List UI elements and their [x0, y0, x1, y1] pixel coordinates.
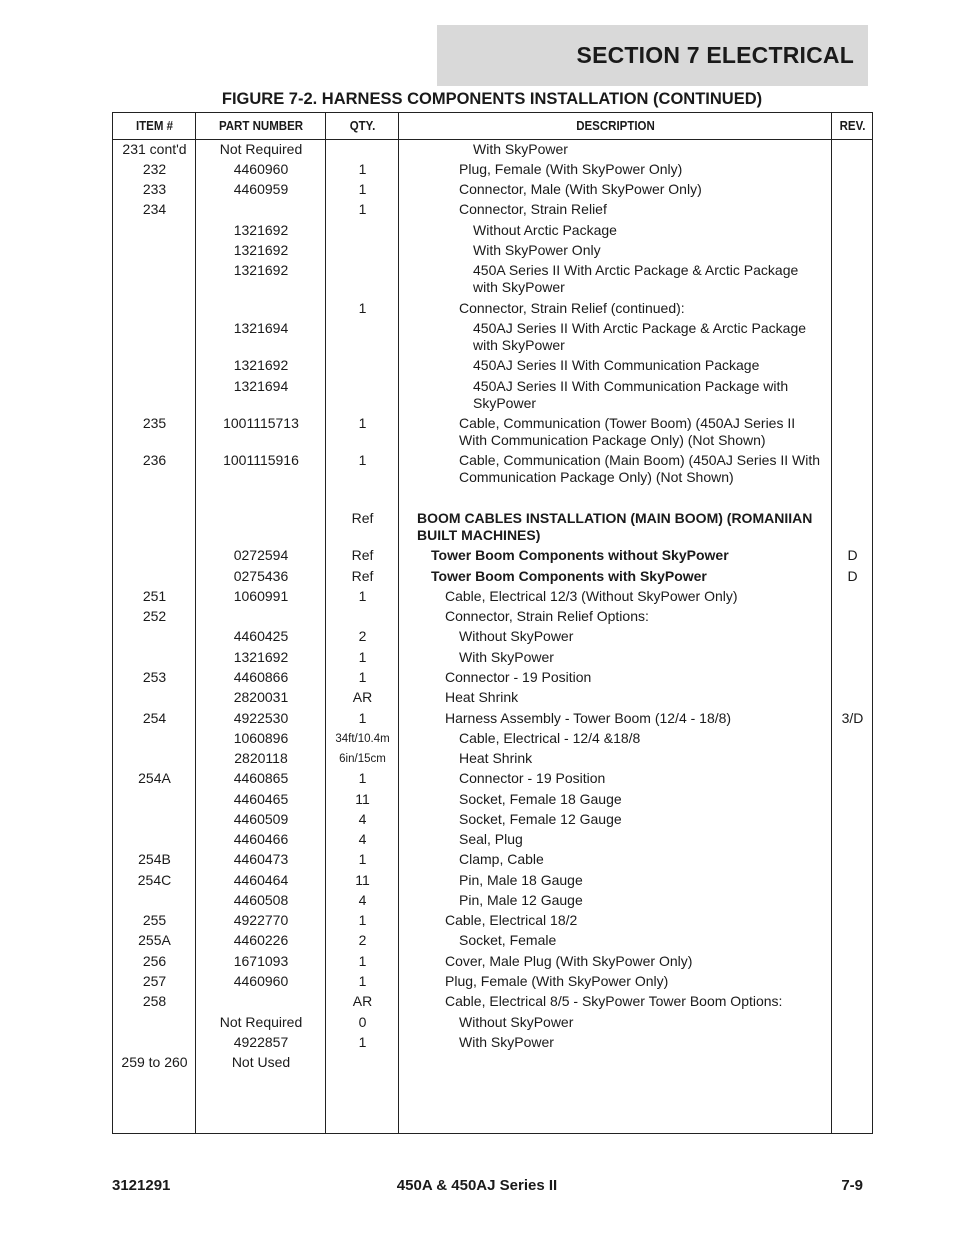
parts-table — [112, 112, 873, 1134]
quantity: 1 — [358, 973, 367, 989]
column-header-description: DESCRIPTION — [576, 119, 655, 133]
part-number: 1671093 — [233, 953, 289, 969]
quantity: 1 — [358, 181, 367, 197]
part-number: Not Required — [219, 141, 303, 157]
description: Connector, Strain Relief Options: — [445, 608, 649, 624]
section-title: SECTION 7 ELECTRICAL — [576, 42, 854, 68]
part-number: 4460959 — [233, 181, 289, 197]
description: Harness Assembly - Tower Boom (12/4 - 18/8) — [445, 710, 732, 726]
part-number: 4460960 — [233, 161, 289, 177]
footer-model: 450A & 450AJ Series II — [396, 1177, 558, 1194]
description: Cable, Electrical 8/5 - SkyPower Tower Boom Options: — [445, 993, 783, 1009]
description: Socket, Female 12 Gauge — [459, 811, 622, 827]
item-number: 232 — [142, 161, 167, 177]
item-number: 252 — [142, 608, 167, 624]
part-number: 1001115713 — [223, 415, 299, 431]
description: Pin, Male 12 Gauge — [459, 892, 583, 908]
description: Connector, Male (With SkyPower Only) — [459, 181, 702, 197]
part-number: 1321692 — [233, 357, 289, 373]
quantity: 1 — [358, 770, 367, 786]
part-number: 4460473 — [233, 851, 289, 867]
quantity: Ref — [351, 568, 374, 584]
item-number: 254 — [142, 710, 167, 726]
item-number: 254A — [138, 770, 171, 786]
item-number: 256 — [142, 953, 167, 969]
quantity: 4 — [358, 892, 367, 908]
item-number: 231 cont'd — [122, 141, 187, 157]
description: Connector - 19 Position — [445, 669, 592, 685]
item-number: 233 — [142, 181, 167, 197]
footer-document-number: 3121291 — [112, 1177, 171, 1194]
description: 450AJ Series II With Communication Package — [473, 357, 760, 373]
part-number: 4460960 — [233, 973, 289, 989]
description: Cable, Electrical - 12/4 &18/8 — [459, 730, 641, 746]
part-number: Not Required — [219, 1014, 303, 1030]
description: Tower Boom Components with SkyPower — [431, 568, 707, 584]
description: Cover, Male Plug (With SkyPower Only) — [445, 953, 693, 969]
description: Cable, Communication (Tower Boom) (450AJ Series II With Communication Package Only) (Not Shown) — [459, 415, 796, 448]
part-number: 4460865 — [233, 770, 289, 786]
quantity: 1 — [358, 161, 367, 177]
item-number: 235 — [142, 415, 167, 431]
part-number: 4460466 — [233, 831, 289, 847]
quantity: 1 — [358, 300, 367, 316]
part-number: Not Used — [231, 1054, 291, 1070]
figure-title: FIGURE 7-2. HARNESS COMPONENTS INSTALLATION (CONTINUED) — [221, 90, 763, 108]
description: BOOM CABLES INSTALLATION (MAIN BOOM) (ROMANIIAN BUILT MACHINES) — [417, 510, 813, 543]
description: Pin, Male 18 Gauge — [459, 872, 583, 888]
table-header-row — [113, 113, 872, 140]
part-number: 1321692 — [233, 242, 289, 258]
description: 450A Series II With Arctic Package & Arctic Package with SkyPower — [473, 262, 799, 295]
description: Heat Shrink — [445, 689, 519, 705]
description: 450AJ Series II With Arctic Package & Arctic Package with SkyPower — [473, 320, 807, 353]
item-number: 257 — [142, 973, 167, 989]
part-number: 4460425 — [233, 628, 289, 644]
part-number: 1321692 — [233, 649, 289, 665]
item-number: 259 to 260 — [121, 1054, 188, 1070]
item-number: 254B — [138, 851, 171, 867]
quantity: 1 — [358, 912, 367, 928]
column-header-rev: REV. — [839, 119, 866, 133]
quantity: 4 — [358, 831, 367, 847]
description: Seal, Plug — [459, 831, 523, 847]
part-number: 4922857 — [233, 1034, 289, 1050]
part-number: 2820031 — [233, 689, 289, 705]
quantity: 11 — [355, 791, 370, 807]
part-number: 0272594 — [233, 547, 289, 563]
part-number: 1321694 — [233, 320, 289, 336]
description: 450AJ Series II With Communication Package with SkyPower — [473, 378, 789, 411]
column-header-qty: QTY. — [349, 119, 376, 133]
quantity: 1 — [358, 588, 367, 604]
description: Cable, Electrical 18/2 — [445, 912, 578, 928]
part-number: 1060896 — [233, 730, 289, 746]
part-number: 4460464 — [233, 872, 289, 888]
description: Tower Boom Components without SkyPower — [431, 547, 729, 563]
column-header-item: ITEM # — [135, 119, 174, 133]
description: Without SkyPower — [459, 1014, 574, 1030]
description: With SkyPower — [459, 1034, 554, 1050]
item-number: 254C — [137, 872, 172, 888]
item-number: 253 — [142, 669, 167, 685]
part-number: 1060991 — [233, 588, 289, 604]
revision: D — [847, 547, 858, 563]
quantity: AR — [352, 993, 373, 1009]
quantity: 1 — [358, 1034, 367, 1050]
quantity: 1 — [358, 851, 367, 867]
part-number: 1001115916 — [223, 452, 299, 468]
description: Cable, Communication (Main Boom) (450AJ Series II With Communication Package Only) (Not Shown) — [459, 452, 821, 485]
quantity: 6in/15cm — [339, 753, 386, 765]
part-number: 1321694 — [233, 378, 289, 394]
part-number: 2820118 — [234, 750, 288, 766]
item-number: 251 — [142, 588, 167, 604]
part-number: 1321692 — [233, 262, 289, 278]
description: With SkyPower — [473, 141, 568, 157]
quantity: 34ft/10.4m — [335, 733, 390, 745]
part-number: 4460509 — [233, 811, 289, 827]
quantity: 0 — [358, 1014, 367, 1030]
quantity: 11 — [355, 872, 370, 888]
quantity: 1 — [358, 452, 367, 468]
quantity: 1 — [358, 953, 367, 969]
quantity: 2 — [358, 932, 367, 948]
item-number: 255A — [138, 932, 171, 948]
part-number: 0275436 — [233, 568, 289, 584]
item-number: 234 — [142, 201, 167, 217]
item-number: 236 — [142, 452, 167, 468]
part-number: 4922530 — [233, 710, 289, 726]
quantity: 4 — [358, 811, 367, 827]
section-banner — [437, 25, 868, 86]
part-number: 4460226 — [233, 932, 289, 948]
revision: 3/D — [841, 710, 864, 726]
description: Without SkyPower — [459, 628, 574, 644]
part-number: 4460866 — [233, 669, 289, 685]
quantity: 2 — [358, 628, 367, 644]
description: Connector, Strain Relief (continued): — [459, 300, 685, 316]
quantity: 1 — [358, 669, 367, 685]
description: Connector, Strain Relief — [459, 201, 607, 217]
description: Cable, Electrical 12/3 (Without SkyPower Only) — [445, 588, 738, 604]
quantity: 1 — [358, 201, 367, 217]
quantity: Ref — [351, 510, 374, 526]
part-number: 1321692 — [233, 222, 289, 238]
revision: D — [847, 568, 858, 584]
description: Socket, Female 18 Gauge — [459, 791, 622, 807]
description: With SkyPower — [459, 649, 554, 665]
description: Socket, Female — [459, 932, 557, 948]
quantity: Ref — [351, 547, 374, 563]
part-number: 4922770 — [233, 912, 289, 928]
quantity: AR — [352, 689, 373, 705]
description: Plug, Female (With SkyPower Only) — [459, 161, 683, 177]
item-number: 258 — [142, 993, 167, 1009]
description: Plug, Female (With SkyPower Only) — [445, 973, 669, 989]
item-number: 255 — [142, 912, 167, 928]
description: With SkyPower Only — [473, 242, 601, 258]
quantity: 1 — [358, 649, 367, 665]
part-number: 4460465 — [233, 791, 289, 807]
part-number: 4460508 — [233, 892, 289, 908]
column-divider — [831, 113, 832, 1133]
quantity: 1 — [358, 710, 367, 726]
description: Connector - 19 Position — [459, 770, 606, 786]
quantity: 1 — [358, 415, 367, 431]
description: Clamp, Cable — [459, 851, 544, 867]
footer-page-number: 7-9 — [841, 1177, 863, 1194]
description: Without Arctic Package — [473, 222, 617, 238]
description: Heat Shrink — [459, 750, 533, 766]
column-header-part-number: PART NUMBER — [218, 119, 304, 133]
